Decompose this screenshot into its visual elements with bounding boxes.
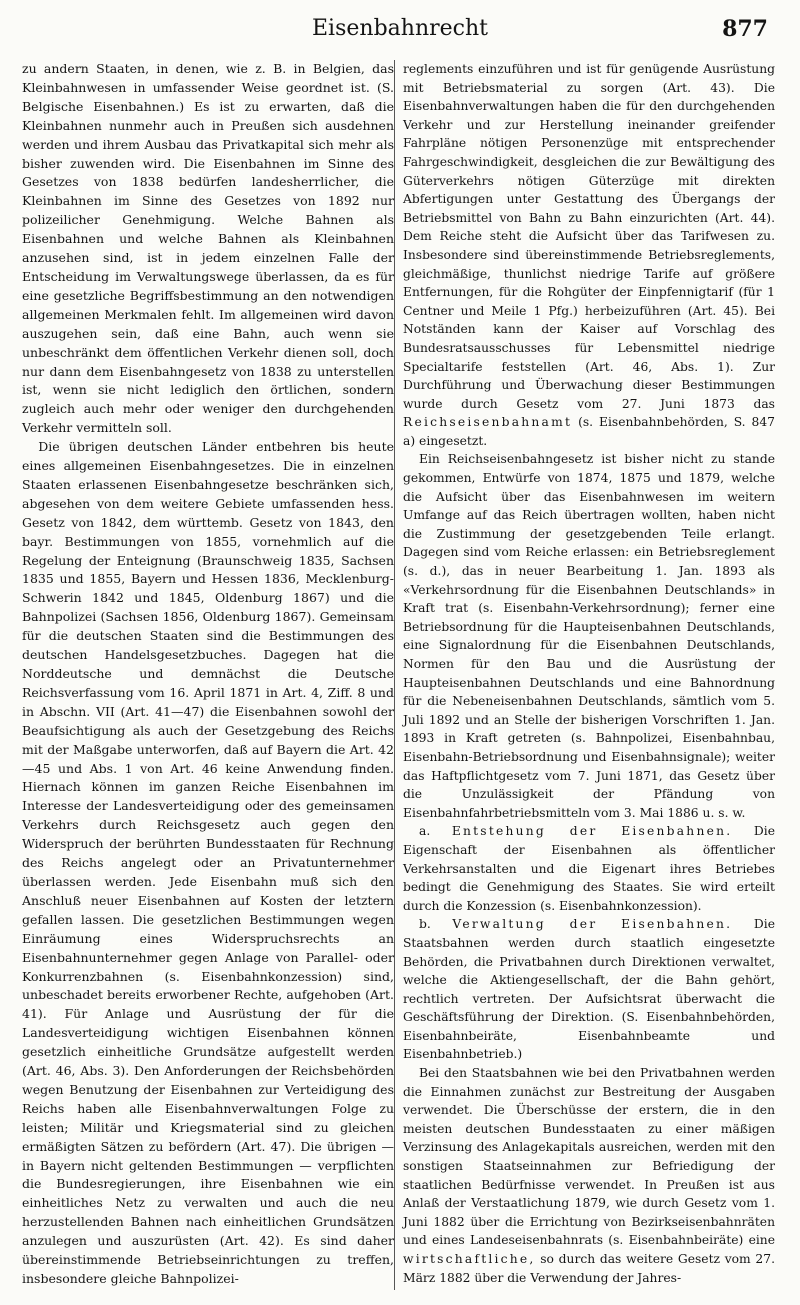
right-paragraph-2: Ein Reichseisenbahngesetz ist bisher nicht zu stande gekommen, Entwürfe von 1874, 1875 und 1879, welche die Aufsicht über das Eisenbahnwesen im weitern Umfange auf das Reich übertragen wollten, haben nicht die Zustimmung der gesetzgebenden Teile erlangt. Dagegen sind vom Reiche erlassen: ein Betriebsreglement (s. d.), das in neuer Bearbeitung 1. Jan. 1893 als «Verkehrsordnung für die Eisenbahnen Deutschlands» in Kraft trat (s. Eisenbahn-Verkehrsordnung); ferner eine Betriebsordnung für die Haupteisenbahnen Deutschlands, eine Signalordnung für die Eisenbahnen Deutschlands, Normen für den Bau und die Ausrüstung der Haupteisenbahnen Deutschlands und eine Bahnordnung für die Nebeneisenbahnen Deutschlands, sämtlich vom 5. Juli 1892 und an Stelle der bisherigen Vorschriften 1. Jan. 1893 in Kraft getreten (s. Bahnpolizei, Eisenbahnbau, Eisenbahn-Betriebsordnung und Eisenbahnsignale); weiter das Haftpflichtgesetz vom 7. Juni 1871, das Gesetz über die Unzulässigkeit der Pfändung von Eisenbahnfahrbetriebsmitteln vom 3. Mai 1886 u. s. w. — [403, 452, 775, 820]
left-paragraph-1: zu andern Staaten, in denen, wie z. B. in Belgien, das Kleinbahnwesen in umfassender Weise geordnet ist. (S. Belgische Eisenbahnen.) Es ist zu erwarten, daß die Kleinbahnen nunmehr auch in Preußen sich ausdehnen werden und ihrem Ausbau das Privatkapital sich mehr als bisher zuwenden wird. Die Eisenbahnen im Sinne des Gesetzes von 1838 bedürfen landesherrlicher, die Kleinbahnen im Sinne des Gesetzes von 1892 nur polizeilicher Genehmigung. Welche Bahnen als Eisenbahnen und welche Bahnen als Kleinbahnen anzusehen sind, ist in jedem einzelnen Falle der Entscheidung im Verwaltungswege überlassen, da es für eine gesetzliche Begriffsbestimmung an den notwendigen allgemeinen Merkmalen fehlt. Im allgemeinen wird davon auszugehen sein, daß eine Bahn, auch wenn sie unbeschränkt dem öffentlichen Verkehr dienen soll, doch nur dann dem Eisenbahngesetz von 1838 zu unterstellen ist, wenn sie nicht lediglich den örtlichen, sondern zugleich auch mehr oder weniger den durchgehenden Verkehr vermitteln soll. — [22, 61, 394, 436]
section-b-text: Die Staatsbahnen werden durch staatlich eingesetzte Behörden, die Privatbahnen durch Direktionen verwaltet, welche die Aktiengesellschaft, der die Bahn gehört, rechtlich vertreten. Der Aufsichtsrat überwacht die Geschäftsführung der Direktion. (S. Eisenbahnbehörden, Eisenbahnbeiräte, Eisenbahnbeamte und Eisenbahnbetrieb.) — [403, 917, 775, 1062]
section-a-heading: Entstehung der Eisenbahnen. — [451, 824, 733, 839]
section-a-text: Die Eigenschaft der Eisenbahnen als öffentlicher Verkehrsanstalten und die Eigenart ihres Betriebes bedingt die Genehmigung des Staates. Sie wird erteilt durch die Konzession (s. Eisenbahnkonzession). — [403, 824, 775, 913]
section-a-label: a. — [418, 824, 431, 839]
column-divider — [394, 60, 395, 1290]
right-column — [403, 60, 775, 1287]
left-paragraph-2: Die übrigen deutschen Länder entbehren bis heute eines allgemeinen Eisenbahngesetzes. Die in einzelnen Staaten erlassenen Eisenbahngesetze beschränken sich, abgesehen von dem weitere Gebiete umfassenden hess. Gesetz von 1842, dem württemb. Gesetz von 1843, den bayr. Bestimmungen von 1855, vornehmlich auf die Regelung der Enteignung (Braunschweig 1835, Sachsen 1835 und 1855, Bayern und Hessen 1836, Mecklenburg-Schwerin 1842 und 1845, Oldenburg 1867) und die Bahnpolizei (Sachsen 1856, Oldenburg 1867). Gemeinsam für die deutschen Staaten sind die Bestimmungen des deutschen Handelsgesetzbuches. Dagegen hat die Norddeutsche und demnächst die Deutsche Reichsverfassung vom 16. April 1871 in Art. 4, Ziff. 8 und in Abschn. VII (Art. 41—47) die Eisenbahnen sowohl der Beaufsichtigung als auch der Gesetzgebung des Reichs mit der Maßgabe unterworfen, daß auf Bayern die Art. 42—45 und Abs. 1 von Art. 46 keine Anwendung finden. Hiernach können im ganzen Reiche Eisenbahnen im Interesse der Landesverteidigung oder des gemeinsamen Verkehrs durch Reichsgesetz auch gegen den Widerspruch der berührten Bundesstaaten für Rechnung des Reichs angelegt oder an Privatunternehmer überlassen werden. Jede Eisenbahn muß sich den Anschluß neuer Eisenbahnen auf Kosten der letztern gefallen lassen. Die gesetzlichen Bestimmungen wegen Einräumung eines Widerspruchsrechts an Eisenbahnunternehmer gegen Anlage von Parallel- oder Konkurrenzbahnen (s. Eisenbahnkonzession) sind, unbeschadet bereits erworbener Rechte, aufgehoben (Art. 41). Für Anlage und Ausrüstung der für die Landesverteidigung wichtigen Eisenbahnen können gesetzlich einheitliche Grundsätze aufgestellt werden (Art. 46, Abs. 3). Den Anforderungen der Reichsbehörden wegen Benutzung der Eisenbahnen zur Verteidigung des Reichs haben alle Eisenbahnverwaltungen Folge zu leisten; Militär und Kriegsmaterial sind zu gleichen ermäßigten Sätzen zu befördern (Art. 47). Die übrigen — in Bayern nicht geltenden Bestimmungen — verpflichten die Bundesregierungen, ihre Eisenbahnen wie ein einheitliches Netz zu verwalten und auch die neu herzustellenden Bahnen nach einheitlichen Grundsätzen anzulegen und auszurüsten (Art. 42). Es sind daher übereinstimmende Betriebseinrichtungen zu treffen, insbesondere gleiche Bahnpolizei- — [22, 439, 394, 1286]
right-paragraph-1 — [403, 60, 775, 450]
right-paragraph-3-end: so durch das weitere Gesetz vom 27. März 1882 über die Verwendung der Jahres- — [403, 1252, 775, 1285]
page-number: 877 — [722, 16, 768, 42]
reichseisenbahnamt-term: Reichseisenbahnamt — [403, 415, 573, 430]
right-paragraph-1-end: (s. Eisenbahnbehörden, S. 847 a) eingesetzt. — [403, 415, 775, 448]
section-b-label: b. — [418, 917, 431, 932]
right-paragraph-3 — [403, 1064, 775, 1287]
left-column — [22, 60, 394, 1289]
section-b — [403, 915, 775, 1064]
page-header — [0, 12, 800, 48]
right-paragraph-1-text: reglements einzuführen und ist für genügende Ausrüstung mit Betriebsmaterial zu sorgen (Art. 43). Die Eisenbahnverwaltungen haben die für den durchgehenden Verkehr und zur Herstellung ineinander greifender Fahrpläne nötigen Personenzüge mit entsprechender Fahrgeschwindigkeit, desgleichen die zur Bewältigung des Güterverkehrs nötigen Güterzüge mit direkten Abfertigungen unter Gestattung des Übergangs der Betriebsmittel von Bahn zu Bahn einzurichten (Art. 44). Dem Reiche steht die Aufsicht über das Tarifwesen zu. Insbesondere sind übereinstimmende Betriebsreglements, gleichmäßige, thunlichst niedrige Tarife auf größere Entfernungen, für die Rohgüter der Einpfennigtarif (für 1 Centner und Meile 1 Pfg.) herbeizuführen (Art. 45). Bei Notständen kann der Kaiser auf Vorschlag des Bundesratsausschusses für Lebensmittel niedrige Specialtarife feststellen (Art. 46, Abs. 1). Zur Durchführung und Überwachung dieser Bestimmungen wurde durch Gesetz vom 27. Juni 1873 das — [403, 62, 775, 411]
wirtschaftliche-term: wirtschaftliche, — [403, 1252, 536, 1266]
running-title: Eisenbahnrecht — [312, 16, 488, 41]
section-a — [403, 822, 775, 915]
section-b-heading: Verwaltung der Eisenbahnen. — [452, 917, 733, 932]
right-paragraph-3-text: Bei den Staatsbahnen wie bei den Privatbahnen werden die Einnahmen zunächst zur Bestreitung der Ausgaben verwendet. Die Überschüsse der erstern, die in den meisten deutschen Bundesstaaten zu einer mäßigen Verzinsung des Anlagekapitals ausreichen, werden mit den sonstigen Staatseinnahmen zur Befriedigung der staatlichen Bedürfnisse verwendet. In Preußen ist aus Anlaß der Verstaatlichung 1879, wie durch Gesetz vom 1. Juni 1882 über die Errichtung von Bezirkseisenbahnräten und eines Landeseisenbahnrats (s. Eisenbahnbeiräte) eine — [403, 1066, 775, 1248]
